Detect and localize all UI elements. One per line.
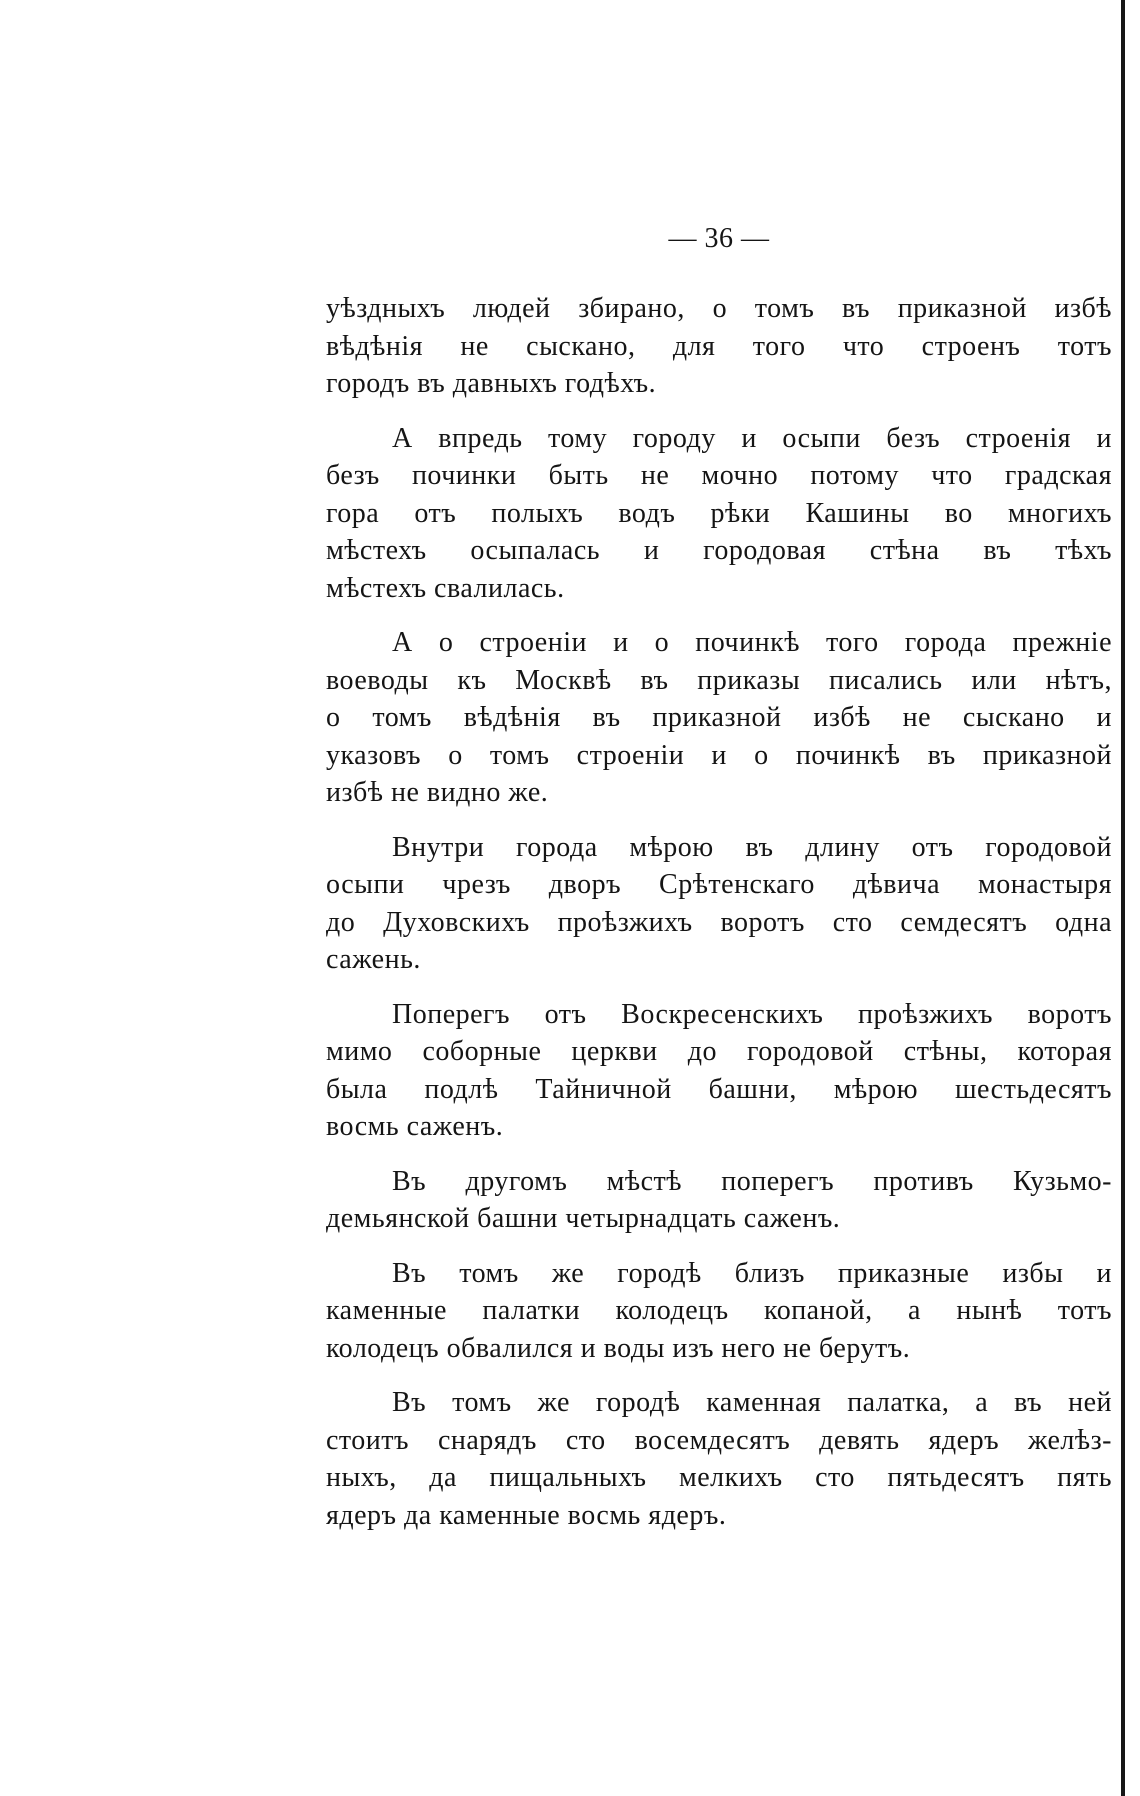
text-line: демьянской башни четырнадцать саженъ. <box>326 1203 841 1234</box>
text-line: А о строеніи и о починкѣ того города прежніе <box>392 627 1112 658</box>
paragraph <box>326 829 1112 979</box>
paragraph <box>326 420 1112 608</box>
text-line: о томъ вѣдѣнія въ приказной избѣ не сыскано и <box>326 702 1112 733</box>
text-line: осыпи чрезъ дворъ Срѣтенскаго дѣвича монастыря <box>326 869 1112 900</box>
paragraph <box>326 1255 1112 1368</box>
text-line: до Духовскихъ проѣзжихъ воротъ сто семдесятъ одна <box>326 906 1112 938</box>
text-line: мѣстехъ осыпалась и городовая стѣна въ тѣхъ <box>326 535 1112 566</box>
text-line: указовъ о томъ строеніи и о починкѣ въ приказной <box>326 739 1112 771</box>
text-line: городъ въ давныхъ годѣхъ. <box>326 368 657 399</box>
text-line: вѣдѣнія не сыскано, для того что строенъ тотъ <box>326 330 1112 362</box>
text-line: сажень. <box>326 944 421 975</box>
text-line: мѣстехъ свалилась. <box>326 572 565 604</box>
text-line: стоитъ снарядъ сто восемдесятъ девять ядеръ желѣз- <box>326 1424 1112 1456</box>
text-line: Внутри города мѣрою въ длину отъ городовой <box>392 831 1112 863</box>
text-block <box>326 290 1112 1534</box>
paragraph <box>326 624 1112 812</box>
text-line: ныхъ, да пищальныхъ мелкихъ сто пятьдесятъ пять <box>326 1462 1112 1493</box>
text-line: мимо соборные церкви до городовой стѣны, которая <box>326 1036 1112 1067</box>
text-line: избѣ не видно же. <box>326 777 549 808</box>
text-line: гора отъ полыхъ водъ рѣки Кашины во многихъ <box>326 497 1112 529</box>
text-line: безъ починки быть не мочно потому что градская <box>326 460 1112 491</box>
paragraph <box>326 1384 1112 1534</box>
text-line: Въ томъ же городѣ близъ приказные избы и <box>392 1257 1112 1289</box>
paragraph <box>326 290 1112 403</box>
text-line: каменные палатки колодецъ копаной, а нынѣ тотъ <box>326 1295 1112 1326</box>
text-line: Поперегъ отъ Воскресенскихъ проѣзжихъ воротъ <box>392 998 1112 1030</box>
text-line: А впредь тому городу и осыпи безъ строенія и <box>392 422 1112 454</box>
paragraph <box>326 996 1112 1146</box>
text-line: колодецъ обвалился и воды изъ него не берутъ. <box>326 1332 911 1364</box>
page-number: — 36 — <box>668 223 770 254</box>
text-line: воеводы къ Москвѣ въ приказы писались или нѣтъ, <box>326 664 1112 696</box>
text-line: Въ томъ же городѣ каменная палатка, а въ ней <box>392 1387 1112 1418</box>
text-line: восмь саженъ. <box>326 1111 504 1142</box>
text-line: ядеръ да каменные восмь ядеръ. <box>326 1499 727 1531</box>
page-edge-line <box>1121 0 1125 1796</box>
text-line: была подлѣ Тайничной башни, мѣрою шестьдесятъ <box>326 1073 1112 1105</box>
text-line: Въ другомъ мѣстѣ поперегъ противъ Кузьмо- <box>392 1165 1112 1197</box>
text-line: уѣздныхъ людей збирано, о томъ въ приказной избѣ <box>326 293 1112 324</box>
paragraph <box>326 1163 1112 1238</box>
